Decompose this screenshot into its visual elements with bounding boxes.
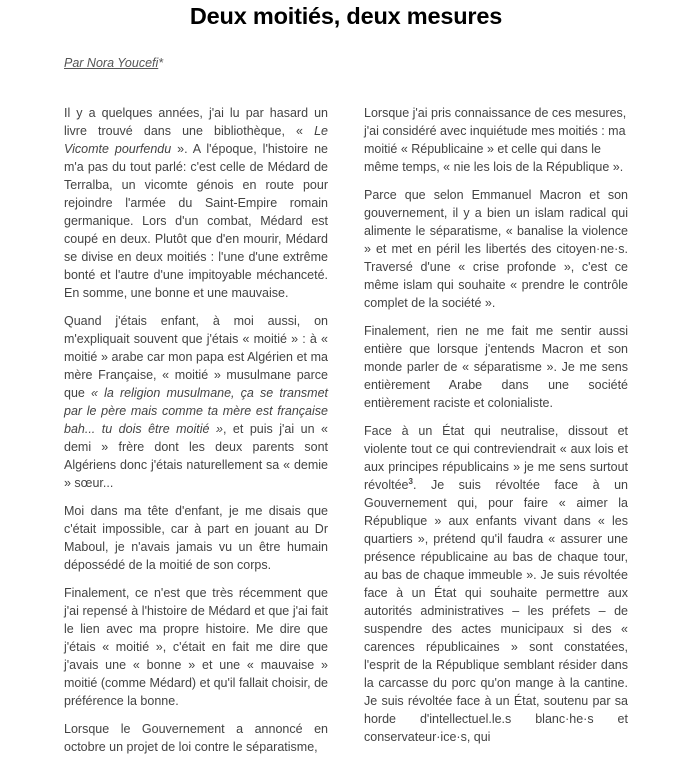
text: Il y a quelques années, j'ai lu par hasard un livre trouvé dans une bibliothèque, « [64, 106, 328, 138]
book-title: Le Vicomte pourfendu [64, 124, 328, 156]
text: . Je suis révoltée face à un Gouvernement qui, pour faire « aimer la République » aux enfants vivant dans « les quartiers », prétend qu'il faudra « assurer une présence républicaine au bas de chaque tour, au bas de chaque immeuble ». Je suis révoltée face à un État qui souhaite permettre aux autorités administratives – les préfets – de suspendre des actes municipaux si des « carences républicaines » sont constatées, l'esprit de la République semblant résider dans la carcasse du porc qu'on mange à la cantine. Je suis révoltée face à un État, soutenu par sa horde d'intellectuel.le.s blanc·he·s et conservateur·ice·s, qui [364, 478, 628, 744]
paragraph: Lorsque j'ai pris connaissance de ces mesures, j'ai considéré avec inquiétude mes moitiés : ma moitié « Républicaine » et celle qui dans le même temps, « nie les lois de la République ». [364, 106, 627, 174]
article-title: Deux moitiés, deux mesures [189, 3, 503, 29]
paragraph [64, 312, 328, 492]
paragraph: Parce que selon Emmanuel Macron et son gouvernement, il y a bien un islam radical qui alimente le séparatisme, « banalise la violence » et met en péril les libertés des citoyen·ne·s. Traversé d'une « crise profonde », c'est ce même islam qui souhaite « prendre le contrôle complet de la société ». [364, 188, 628, 310]
footnote-ref[interactable]: 3 [408, 476, 413, 486]
paragraph: Moi dans ma tête d'enfant, je me disais que c'était impossible, car à part en jouant au Dr Maboul, je n'avais jamais vu un être humain dépossédé de la moitié de son corps. [64, 504, 328, 572]
paragraph: Finalement, rien ne me fait me sentir aussi entière que lorsque j'entends Macron et son monde parler de « séparatisme ». Je me sens entièrement Arabe dans une société entièrement raciste et colonialiste. [364, 324, 628, 410]
paragraph: Lorsque le Gouvernement a annoncé en octobre un projet de loi contre le séparatisme, [64, 722, 328, 754]
paragraph [364, 422, 628, 746]
text: , et puis j'ai un « demi » frère dont les deux parents sont Algériens donc j'étais naturellement sa « demie » sœur... [64, 422, 328, 490]
paragraph [64, 104, 328, 302]
author-link[interactable]: Par Nora Youcefi [64, 56, 159, 70]
paragraph: Finalement, ce n'est que très récemment que j'ai repensé à l'histoire de Médard et que j'ai fait le lien avec ma propre histoire. Me dire que j'étais « moitié », c'était en fait me dire que j'avais une « bonne » et une « mauvaise » moitié (comme Médard) et qu'il fallait choisir, de préférence la bonne. [64, 586, 328, 708]
left-column [64, 104, 328, 766]
text: Quand j'étais enfant, à moi aussi, on m'expliquait souvent que j'étais « moitié » : à « moitié » arabe car mon papa est Algérien et ma mère Française, « moitié » musulmane parce que [64, 314, 328, 400]
text: Face à un État qui neutralise, dissout et violente tout ce qui contreviendrait « aux lois et aux principes républicains » je me sens surtout révoltée [364, 424, 628, 492]
author-footnote-marker: * [158, 56, 164, 70]
text: ». A l'époque, l'histoire ne m'a pas du tout parlé: c'est celle de Médard de Terralba, un vicomte génois en route pour rejoindre l'armée du Saint-Empire romain germanique. Lors d'un combat, Médard est coupé en deux. Plutôt que d'en mourir, Médard se divise en deux moitiés : l'une d'une extrême bonté et l'autre d'une impitoyable méchanceté. En somme, une bonne et une mauvaise. [64, 142, 328, 300]
right-column [364, 104, 628, 756]
byline [64, 56, 163, 70]
quote: « la religion musulmane, ça se transmet par le père mais comme ta mère est française bah... tu dois être moitié » [64, 386, 328, 436]
